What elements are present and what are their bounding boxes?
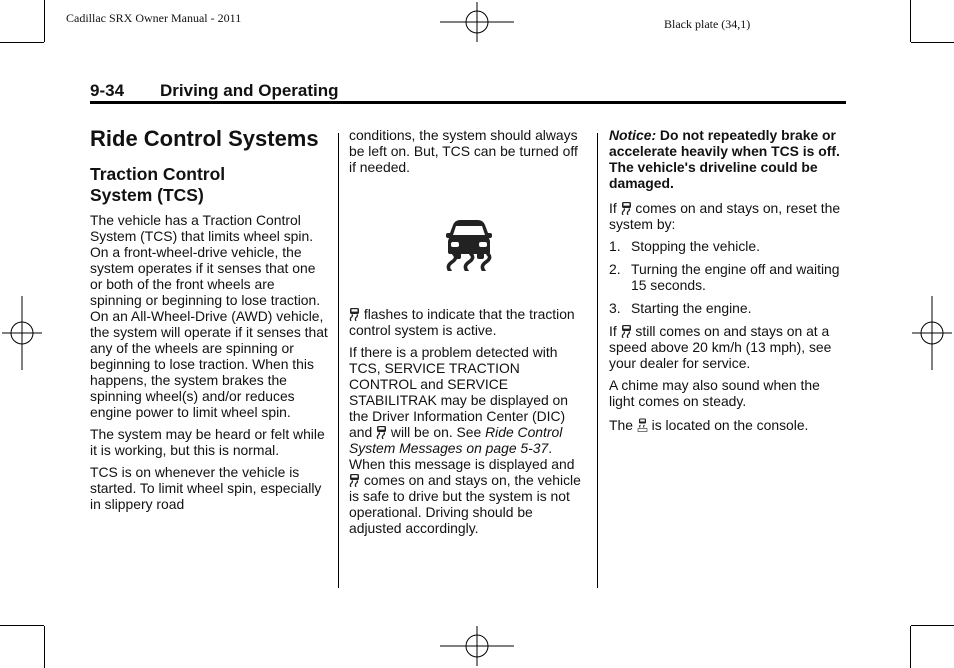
list-item: 2. Turning the engine off and waiting 15 seconds. bbox=[609, 261, 840, 293]
page-title: Ride Control Systems bbox=[90, 126, 319, 151]
crop-mark bbox=[910, 0, 911, 42]
column-divider bbox=[338, 133, 339, 588]
subheading: Traction Control System (TCS) bbox=[90, 164, 226, 205]
crop-mark bbox=[911, 625, 954, 626]
paragraph: If still comes on and stays on at a speed above 20 km/h (13 mph), see your dealer for service. bbox=[609, 323, 832, 371]
registration-mark-right bbox=[912, 296, 952, 370]
traction-control-icon bbox=[349, 473, 360, 487]
paragraph: A chime may also sound when the light comes on steady. bbox=[609, 377, 820, 409]
registration-mark-bottom bbox=[440, 626, 514, 666]
paragraph: If comes on and stays on, reset the system by: bbox=[609, 200, 841, 232]
paragraph: conditions, the system should always be left on. But, TCS can be turned off if needed. bbox=[349, 127, 578, 175]
paragraph: The is located on the console. bbox=[609, 417, 809, 433]
heading-rule bbox=[90, 101, 846, 104]
column-1 bbox=[90, 126, 330, 518]
tcs-symbol-figure bbox=[349, 181, 585, 306]
paragraph: TCS is on whenever the vehicle is started. To limit wheel spin, especially in slippery road bbox=[90, 464, 322, 512]
traction-control-icon bbox=[621, 201, 632, 215]
column-2 bbox=[349, 127, 585, 542]
plate-label: Black plate (34,1) bbox=[664, 17, 751, 31]
traction-control-icon bbox=[376, 425, 387, 439]
section-heading bbox=[90, 81, 339, 101]
list-item: 3. Starting the engine. bbox=[609, 300, 752, 316]
paragraph: The system may be heard or felt while it is working, but this is normal. bbox=[90, 426, 325, 458]
section-title: Driving and Operating bbox=[160, 81, 339, 100]
traction-control-icon bbox=[621, 324, 632, 338]
crop-mark bbox=[910, 626, 911, 668]
paragraph: flashes to indicate that the traction control system is active. bbox=[349, 306, 575, 338]
crop-mark bbox=[0, 42, 44, 43]
crop-mark bbox=[44, 626, 45, 668]
traction-control-icon bbox=[443, 219, 495, 271]
paragraph: The vehicle has a Traction Control System (TCS) that limits wheel spin. On a front-wheel-drive vehicle, the system operates if it senses that one or both of the front wheels are spinning or beginning to lose traction. On an All-Wheel-Drive (AWD) vehicle, the system will operate if it senses that any of the wheels are spinning or beginning to lose traction. When this happens, the system brakes the spinning wheel(s) and/or reduces engine power to limit wheel spin. bbox=[90, 212, 328, 420]
tcs-off-button-icon bbox=[637, 418, 648, 432]
crop-mark bbox=[0, 625, 44, 626]
crop-mark bbox=[911, 42, 954, 43]
column-3 bbox=[609, 127, 847, 439]
notice: Notice: Do not repeatedly brake or accelerate heavily when TCS is off. The vehicle's driveline could be damaged. bbox=[609, 127, 840, 191]
crop-mark bbox=[44, 0, 45, 42]
paragraph: If there is a problem detected with TCS, SERVICE TRACTION CONTROL and SERVICE STABILITRAK may be displayed on the Driver Information Center (DIC) and will be on. See Ride Control System Messages on page 5-37. When this message is displayed and comes on and stays on, the vehicle is safe to drive but the system is not operational. Driving should be adjusted accordingly. bbox=[349, 344, 581, 536]
registration-mark-top bbox=[440, 2, 514, 42]
column-divider bbox=[597, 133, 598, 588]
cross-reference-link[interactable]: Ride Control System Messages on page 5-37 bbox=[349, 424, 563, 456]
traction-control-icon bbox=[349, 307, 360, 321]
notice-label: Notice: bbox=[609, 127, 657, 143]
list-item: 1. Stopping the vehicle. bbox=[609, 238, 760, 254]
manual-title: Cadillac SRX Owner Manual - 2011 bbox=[66, 11, 242, 25]
reset-steps-list bbox=[609, 238, 847, 316]
page-number: 9-34 bbox=[90, 81, 125, 100]
registration-mark-left bbox=[2, 296, 42, 370]
